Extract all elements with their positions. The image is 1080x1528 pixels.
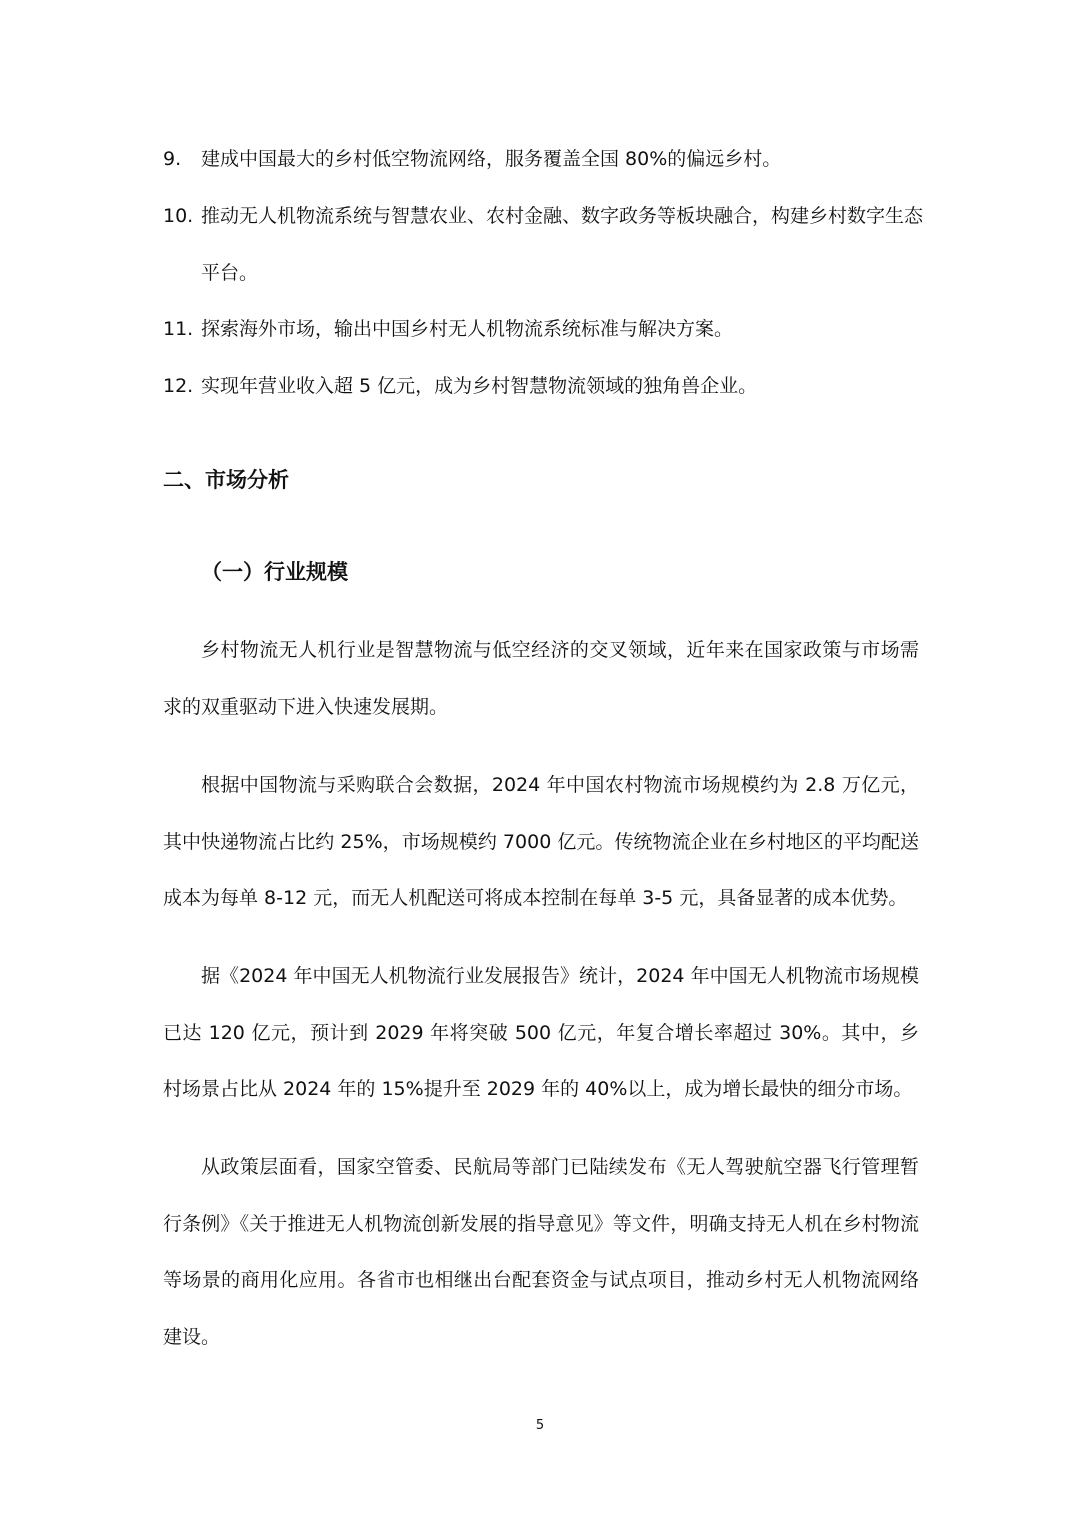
section-heading: 二、市场分析 (163, 468, 289, 492)
list-number: 9. (163, 148, 182, 170)
paragraph-policy: 从政策层面看，国家空管委、民航局等部门已陆续发布《无人驾驶航空器飞行管理暂行条例》《关于推进无人机物流创新发展的指导意见》等文件，明确支持无人机在乡村物流等场景的商用化应用。各省市也相继出台配套资金与试点项目，推动乡村无人机物流网络建设。 (163, 1156, 919, 1348)
list-item-12 (163, 358, 923, 415)
list-text: 推动无人机物流系统与智慧农业、农村金融、数字政务等板块融合，构建乡村数字生态平台。 (201, 205, 924, 284)
list-number: 11. (163, 318, 194, 340)
list-number: 10. (163, 205, 194, 227)
page-number: 5 (535, 1418, 545, 1433)
paragraph-rural-logistics: 根据中国物流与采购联合会数据，2024 年中国农村物流市场规模约为 2.8 万亿元，其中快递物流占比约 25%，市场规模约 7000 亿元。传统物流企业在乡村地区的平均配送成本为每单 8-12 元，而无人机配送可将成本控制在每单 3-5 元，具备显著的成本优势。 (163, 774, 919, 909)
list-item-11 (163, 301, 923, 358)
list-text: 建成中国最大的乡村低空物流网络，服务覆盖全国 80%的偏远乡村。 (201, 148, 782, 170)
list-item-10 (163, 188, 923, 302)
list-number: 12. (163, 375, 194, 397)
paragraph-drone-market: 据《2024 年中国无人机物流行业发展报告》统计，2024 年中国无人机物流市场规模已达 120 亿元，预计到 2029 年将突破 500 亿元，年复合增长率超过 30%。其中，乡村场景占比从 2024 年的 15%提升至 2029 年的 40%以上，成为增长最快的细分市场。 (163, 965, 919, 1100)
paragraph-intro: 乡村物流无人机行业是智慧物流与低空经济的交叉领域，近年来在国家政策与市场需求的双重驱动下进入快速发展期。 (163, 639, 919, 718)
subsection-heading: （一）行业规模 (201, 560, 348, 584)
list-item-9 (163, 131, 923, 188)
list-text: 探索海外市场，输出中国乡村无人机物流系统标准与解决方案。 (201, 318, 734, 340)
list-text: 实现年营业收入超 5 亿元，成为乡村智慧物流领域的独角兽企业。 (201, 375, 758, 397)
